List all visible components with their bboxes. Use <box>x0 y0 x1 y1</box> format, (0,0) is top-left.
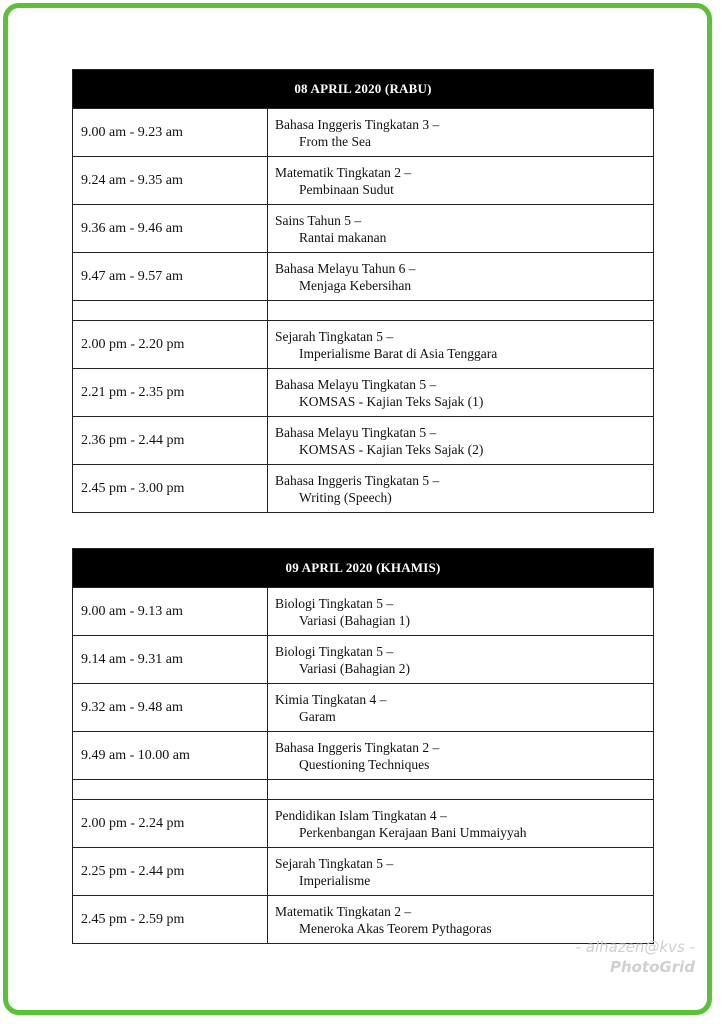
table-row <box>73 417 654 465</box>
table-row <box>73 369 654 417</box>
table-row <box>73 205 654 253</box>
time-cell: 9.00 am - 9.23 am <box>73 109 268 157</box>
topic-name: Garam <box>299 708 336 724</box>
time-cell: 2.00 pm - 2.20 pm <box>73 321 268 369</box>
subject-cell <box>268 684 654 732</box>
watermark-app: PhotoGrid <box>609 958 695 976</box>
subject-name: Kimia Tingkatan 4 – <box>275 691 387 707</box>
topic-name: KOMSAS - Kajian Teks Sajak (1) <box>299 393 484 409</box>
subject-name: Bahasa Melayu Tahun 6 – <box>275 260 416 276</box>
time-cell: 9.14 am - 9.31 am <box>73 636 268 684</box>
time-cell: 2.45 pm - 3.00 pm <box>73 465 268 513</box>
time-cell: 9.32 am - 9.48 am <box>73 684 268 732</box>
subject-cell <box>268 253 654 301</box>
table-row <box>73 636 654 684</box>
time-cell: 2.21 pm - 2.35 pm <box>73 369 268 417</box>
time-cell: 9.00 am - 9.13 am <box>73 588 268 636</box>
subject-cell <box>268 109 654 157</box>
subject-cell <box>268 896 654 944</box>
subject-name: Pendidikan Islam Tingkatan 4 – <box>275 807 447 823</box>
subject-name: Bahasa Inggeris Tingkatan 3 – <box>275 116 440 132</box>
topic-name: Rantai makanan <box>299 229 387 245</box>
table-row <box>73 800 654 848</box>
break-cell <box>268 780 654 800</box>
time-cell: 2.25 pm - 2.44 pm <box>73 848 268 896</box>
table-row <box>73 848 654 896</box>
topic-name: Perkenbangan Kerajaan Bani Ummaiyyah <box>299 824 527 840</box>
subject-cell <box>268 732 654 780</box>
topic-name: Imperialisme Barat di Asia Tenggara <box>299 345 498 361</box>
subject-cell <box>268 157 654 205</box>
topic-name: Imperialisme <box>299 872 371 888</box>
table-row <box>73 253 654 301</box>
table-row <box>73 896 654 944</box>
subject-cell <box>268 636 654 684</box>
topic-name: Pembinaan Sudut <box>299 181 394 197</box>
subject-name: Sejarah Tingkatan 5 – <box>275 328 394 344</box>
subject-cell <box>268 588 654 636</box>
subject-name: Bahasa Inggeris Tingkatan 5 – <box>275 472 440 488</box>
table-row <box>73 732 654 780</box>
time-cell: 2.36 pm - 2.44 pm <box>73 417 268 465</box>
time-cell: 2.45 pm - 2.59 pm <box>73 896 268 944</box>
topic-name: From the Sea <box>299 133 371 149</box>
table-row <box>73 321 654 369</box>
time-cell: 9.36 am - 9.46 am <box>73 205 268 253</box>
time-cell: 9.24 am - 9.35 am <box>73 157 268 205</box>
subject-name: Matematik Tingkatan 2 – <box>275 903 412 919</box>
subject-name: Sejarah Tingkatan 5 – <box>275 855 394 871</box>
table-row <box>73 465 654 513</box>
schedule-table-day1 <box>72 69 654 513</box>
day2-header: 09 APRIL 2020 (KHAMIS) <box>73 549 654 588</box>
table-row <box>73 588 654 636</box>
subject-name: Bahasa Melayu Tingkatan 5 – <box>275 376 437 392</box>
topic-name: Meneroka Akas Teorem Pythagoras <box>299 920 492 936</box>
time-cell: 2.00 pm - 2.24 pm <box>73 800 268 848</box>
subject-cell <box>268 321 654 369</box>
table-row <box>73 157 654 205</box>
subject-cell <box>268 465 654 513</box>
subject-cell <box>268 848 654 896</box>
subject-name: Bahasa Melayu Tingkatan 5 – <box>275 424 437 440</box>
subject-name: Biologi Tingkatan 5 – <box>275 643 394 659</box>
subject-cell <box>268 417 654 465</box>
subject-name: Matematik Tingkatan 2 – <box>275 164 412 180</box>
break-row <box>73 301 654 321</box>
subject-cell <box>268 800 654 848</box>
time-cell: 9.49 am - 10.00 am <box>73 732 268 780</box>
topic-name: Menjaga Kebersihan <box>299 277 412 293</box>
watermark-author: - alhazen@kvs - <box>575 938 695 956</box>
schedule-table-day2 <box>72 548 654 944</box>
break-cell <box>73 301 268 321</box>
topic-name: Variasi (Bahagian 2) <box>299 660 410 676</box>
photogrid-watermark <box>576 938 695 976</box>
subject-name: Bahasa Inggeris Tingkatan 2 – <box>275 739 440 755</box>
topic-name: Questioning Techniques <box>299 756 430 772</box>
break-cell <box>268 301 654 321</box>
subject-cell <box>268 205 654 253</box>
day1-header: 08 APRIL 2020 (RABU) <box>73 70 654 109</box>
break-row <box>73 780 654 800</box>
topic-name: Writing (Speech) <box>299 489 392 505</box>
subject-name: Biologi Tingkatan 5 – <box>275 595 394 611</box>
subject-cell <box>268 369 654 417</box>
break-cell <box>73 780 268 800</box>
table-row <box>73 684 654 732</box>
table-row <box>73 109 654 157</box>
topic-name: KOMSAS - Kajian Teks Sajak (2) <box>299 441 484 457</box>
time-cell: 9.47 am - 9.57 am <box>73 253 268 301</box>
topic-name: Variasi (Bahagian 1) <box>299 612 410 628</box>
subject-name: Sains Tahun 5 – <box>275 212 362 228</box>
